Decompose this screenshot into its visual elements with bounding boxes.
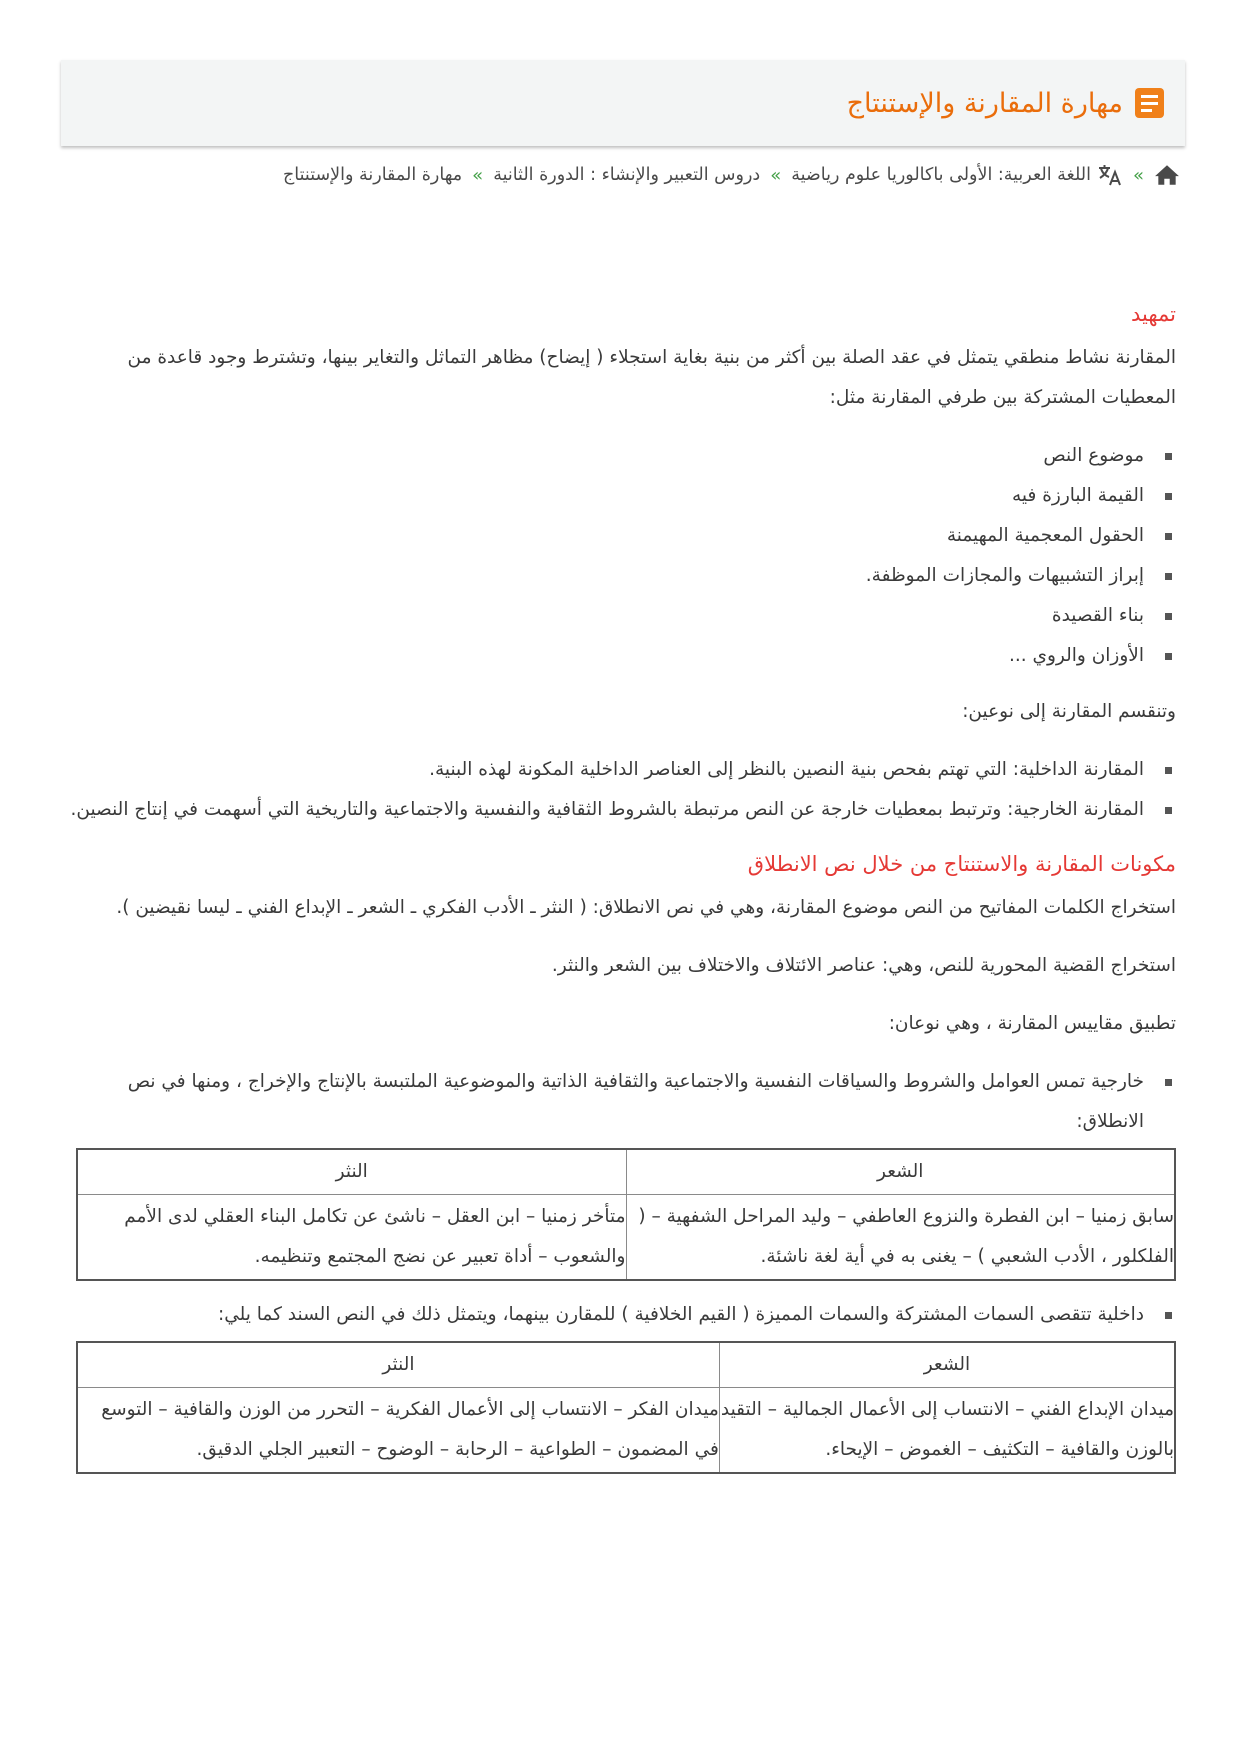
table-row <box>77 1195 1175 1281</box>
breadcrumb-link-lessons[interactable]: دروس التعبير والإنشاء : الدورة الثانية <box>493 165 761 185</box>
breadcrumb-current: مهارة المقارنة والإستنتاج <box>283 165 463 185</box>
list-item: موضوع النص <box>66 436 1176 476</box>
scales-paragraph: تطبيق مقاييس المقارنة ، وهي نوعان: <box>888 1013 1176 1034</box>
intro-heading: تمهيد <box>1130 302 1176 326</box>
table-header-poetry: الشعر <box>719 1342 1175 1388</box>
table-header-prose: النثر <box>77 1342 719 1388</box>
comparison-table-external <box>76 1148 1176 1281</box>
list-item: المقارنة الداخلية: التي تهتم بفحص بنية النصين بالنظر إلى العناصر الداخلية المكونة لهذه البنية. <box>66 750 1176 790</box>
components-heading: مكونات المقارنة والاستنتاج من خلال نص الانطلاق <box>747 852 1176 876</box>
list-item: الأوزان والروي ... <box>66 636 1176 676</box>
types-list <box>66 750 1176 830</box>
list-item: بناء القصيدة <box>66 596 1176 636</box>
translate-icon <box>1097 163 1123 187</box>
keywords-paragraph: استخراج الكلمات المفاتيح من النص موضوع المقارنة، وهي في نص الانطلاق: ( النثر ـ الأدب الفكري ـ الشعر ـ الإبداع الفني ـ ليسا نقيضين ). <box>116 897 1176 918</box>
issue-paragraph: استخراج القضية المحورية للنص، وهي: عناصر الائتلاف والاختلاف بين الشعر والنثر. <box>551 955 1176 976</box>
document-icon <box>1135 88 1164 118</box>
article-body <box>66 296 1176 1488</box>
table-cell: متأخر زمنيا – ابن العقل – ناشئ عن تكامل البناء العقلي لدى الأمم والشعوب – أداة تعبير عن نضج المجتمع وتنظيمه. <box>77 1195 626 1281</box>
table-header-prose: النثر <box>77 1149 626 1195</box>
breadcrumb-separator: » <box>1132 164 1144 186</box>
list-item: خارجية تمس العوامل والشروط والسياقات النفسية والاجتماعية والثقافية الذاتية والموضوعية الملتبسة بالإنتاج والإخراج ، ومنها في نص الانطلاق: <box>66 1062 1176 1142</box>
page-title: مهارة المقارنة والإستنتاج <box>846 87 1123 119</box>
breadcrumb-separator: » <box>770 164 782 186</box>
table-cell: سابق زمنيا – ابن الفطرة والنزوع العاطفي – وليد المراحل الشفهية – ( الفلكلور ، الأدب الشعبي ) – يغنى به في أية لغة ناشئة. <box>626 1195 1175 1281</box>
comparison-table-internal <box>76 1341 1176 1474</box>
types-intro: وتنقسم المقارنة إلى نوعين: <box>962 701 1176 722</box>
external-list <box>66 1062 1176 1142</box>
home-icon[interactable] <box>1154 164 1180 186</box>
list-item: المقارنة الخارجية: وترتبط بمعطيات خارجة عن النص مرتبطة بالشروط الثقافية والنفسية والاجتماعية والتاريخية التي أسهمت في إنتاج النصين. <box>66 790 1176 830</box>
table-header-poetry: الشعر <box>626 1149 1175 1195</box>
list-item: داخلية تتقصى السمات المشتركة والسمات المميزة ( القيم الخلافية ) للمقارن بينهما، ويتمثل ذلك في النص السند كما يلي: <box>66 1295 1176 1335</box>
page-header <box>61 60 1185 146</box>
list-item: إبراز التشبيهات والمجازات الموظفة. <box>66 556 1176 596</box>
list-item: الحقول المعجمية المهيمنة <box>66 516 1176 556</box>
table-row <box>77 1388 1175 1474</box>
breadcrumb-separator: » <box>472 164 484 186</box>
table-cell: ميدان الإبداع الفني – الانتساب إلى الأعمال الجمالية – التقيد بالوزن والقافية – التكثيف – الغموض – الإيحاء. <box>719 1388 1175 1474</box>
table-cell: ميدان الفكر – الانتساب إلى الأعمال الفكرية – التحرر من الوزن والقافية – التوسع في المضمون – الطواعية – الرحابة – الوضوح – التعبير الجلي الدقيق. <box>77 1388 719 1474</box>
list-item: القيمة البارزة فيه <box>66 476 1176 516</box>
criteria-list <box>66 436 1176 676</box>
intro-paragraph: المقارنة نشاط منطقي يتمثل في عقد الصلة بين أكثر من بنية بغاية استجلاء ( إيضاح) مظاهر التماثل والتغاير بينها، وتشترط وجود قاعدة من المعطيات المشتركة بين طرفي المقارنة مثل: <box>127 347 1176 408</box>
internal-list <box>66 1295 1176 1335</box>
breadcrumb <box>283 163 1180 187</box>
breadcrumb-link-course[interactable]: اللغة العربية: الأولى باكالوريا علوم رياضية <box>791 165 1091 185</box>
